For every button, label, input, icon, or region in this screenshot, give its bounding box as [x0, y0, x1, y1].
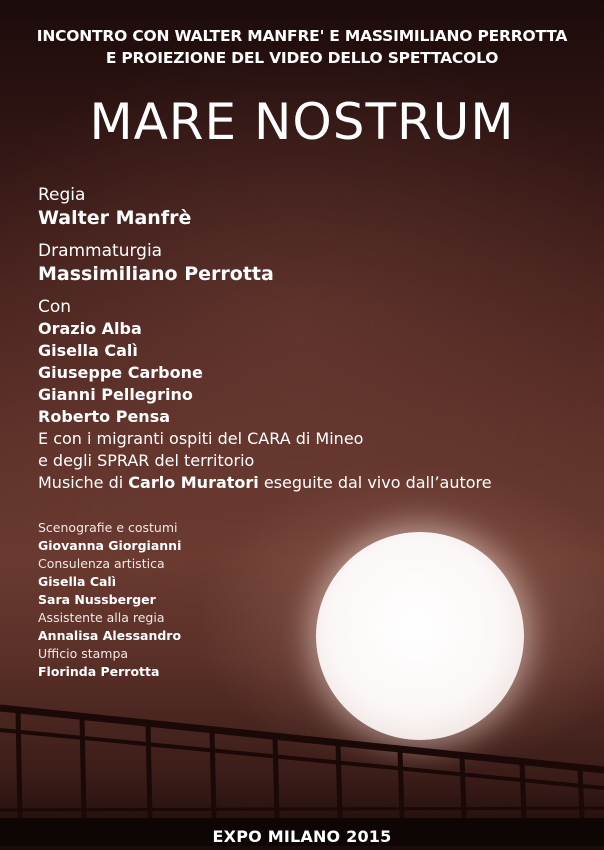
- regia-name: Walter Manfrè: [38, 207, 192, 229]
- header: [0, 25, 604, 69]
- credits: [38, 184, 578, 494]
- footer-text: EXPO MILANO 2015: [212, 827, 392, 846]
- crew-credits: [38, 519, 338, 681]
- music-line: [38, 472, 578, 494]
- migrants-line-1: E con i migranti ospiti del CARA di Mineo: [38, 429, 364, 448]
- music-prefix: Musiche di: [38, 473, 129, 492]
- footer-bar: [0, 818, 604, 846]
- stampa-label: Ufficio stampa: [38, 646, 129, 661]
- scenografie-name: Giovanna Giorgianni: [38, 538, 182, 553]
- header-line-2: E PROIEZIONE DEL VIDEO DELLO SPETTACOLO: [105, 49, 499, 67]
- consulenza-label: Consulenza artistica: [38, 556, 165, 571]
- drammaturgia-name: Massimiliano Perrotta: [38, 263, 274, 285]
- cast-label: Con: [38, 297, 72, 317]
- assistente-name: Annalisa Alessandro: [38, 628, 182, 643]
- consulenza-name-1: Gisella Calì: [38, 574, 116, 589]
- assistente-label: Assistente alla regia: [38, 610, 165, 625]
- consulenza-name-2: Sara Nussberger: [38, 592, 156, 607]
- railing-image: [0, 690, 604, 820]
- poster-title: MARE NOSTRUM: [89, 93, 515, 151]
- regia-label: Regia: [38, 185, 86, 205]
- cast-actor: Orazio Alba: [38, 319, 142, 338]
- music-name: Carlo Muratori: [128, 473, 259, 492]
- cast-actor: Roberto Pensa: [38, 407, 171, 426]
- header-line-1: INCONTRO CON WALTER MANFRE' E MASSIMILIANO PERROTTA: [36, 27, 568, 45]
- cast-actor: Gisella Calì: [38, 341, 138, 360]
- stampa-name: Florinda Perrotta: [38, 664, 160, 679]
- drammaturgia-label: Drammaturgia: [38, 241, 163, 261]
- cast-actor: Giuseppe Carbone: [38, 363, 203, 382]
- music-suffix: eseguite dal vivo dall’autore: [258, 473, 492, 492]
- cast-actor: Gianni Pellegrino: [38, 385, 193, 404]
- scenografie-label: Scenografie e costumi: [38, 520, 178, 535]
- migrants-line-2: e degli SPRAR del territorio: [38, 451, 255, 470]
